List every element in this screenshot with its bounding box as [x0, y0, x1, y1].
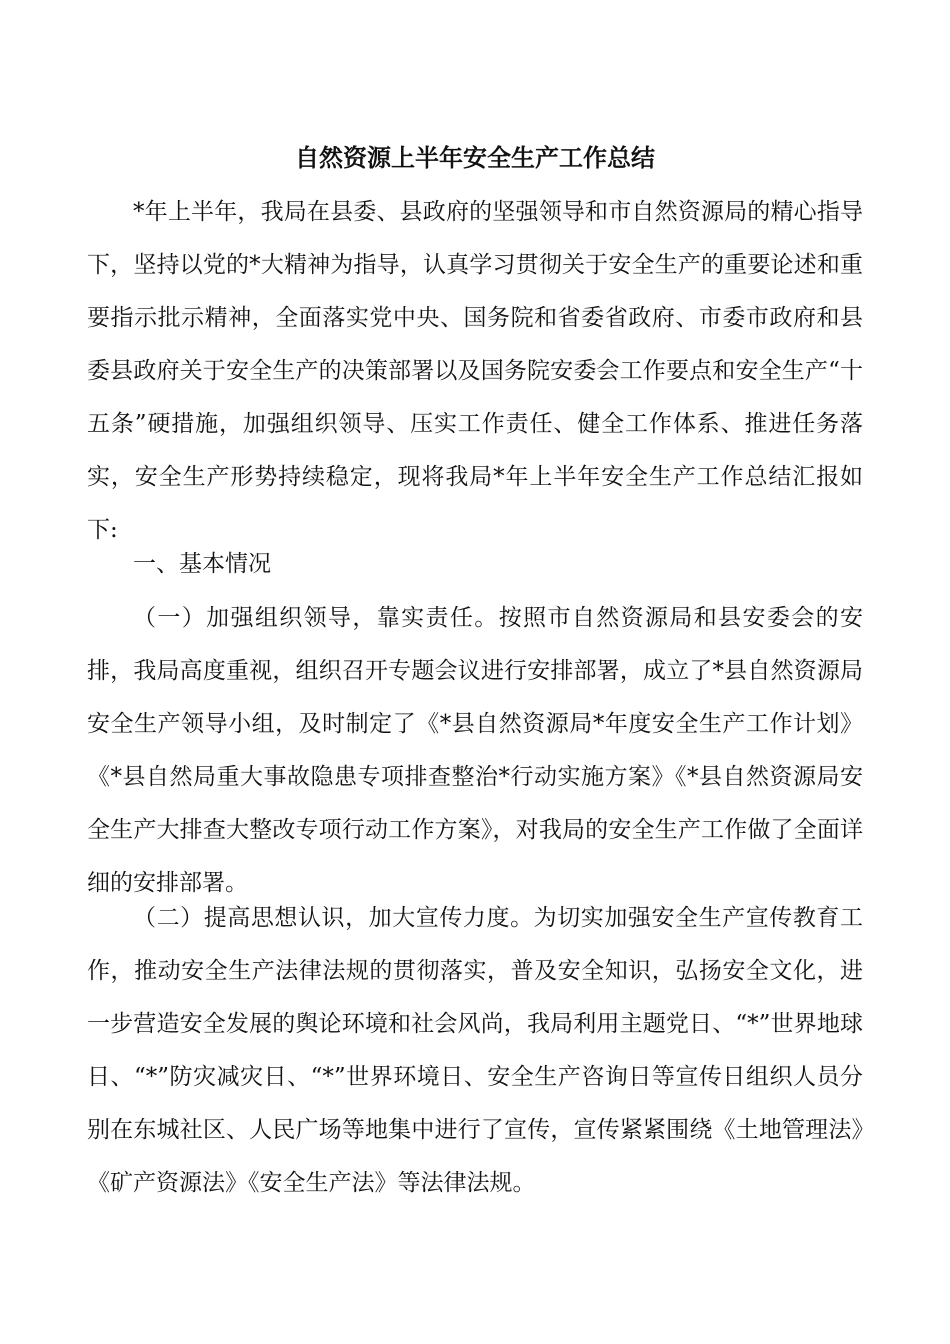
- intro-paragraph: *年上半年，我局在县委、县政府的坚强领导和市自然资源局的精心指导下，坚持以党的*大精神为指导，认真学习贯彻关于安全生产的重要论述和重要指示批示精神，全面落实党中央、国务院和省委省政府、市委市政府和县委县政府关于安全生产的决策部署以及国务院安委会工作要点和安全生产“十五条”硬措施，加强组织领导、压实工作责任、健全工作体系、推进任务落实，安全生产形势持续稳定，现将我局*年上半年安全生产工作总结汇报如下:: [87, 199, 863, 543]
- section-heading-basic-situation: 一、基本情况: [133, 551, 271, 577]
- document-title: 自然资源上半年安全生产工作总结: [295, 143, 655, 172]
- paragraph-organization-leadership: （一）加强组织领导，靠实责任。按照市自然资源局和县安委会的安排，我局高度重视，组织召开专题会议进行安排部署，成立了*县自然资源局安全生产领导小组，及时制定了《*县自然资源局*年度安全生产工作计划》《*县自然局重大事故隐患专项排查整治*行动实施方案》《*县自然资源局安全生产大排查大整改专项行动工作方案》，对我局的安全生产工作做了全面详细的安排部署。: [87, 605, 863, 896]
- paragraph-publicity: （二）提高思想认识，加大宣传力度。为切实加强安全生产宣传教育工作，推动安全生产法律法规的贯彻落实，普及安全知识，弘扬安全文化，进一步营造安全发展的舆论环境和社会风尚，我局利用主题党日、“*”世界地球日、“*”防灾减灾日、“*”世界环境日、安全生产咨询日等宣传日组织人员分别在东城社区、人民广场等地集中进行了宣传，宣传紧紧围绕《土地管理法》《矿产资源法》《安全生产法》等法律法规。: [87, 905, 863, 1196]
